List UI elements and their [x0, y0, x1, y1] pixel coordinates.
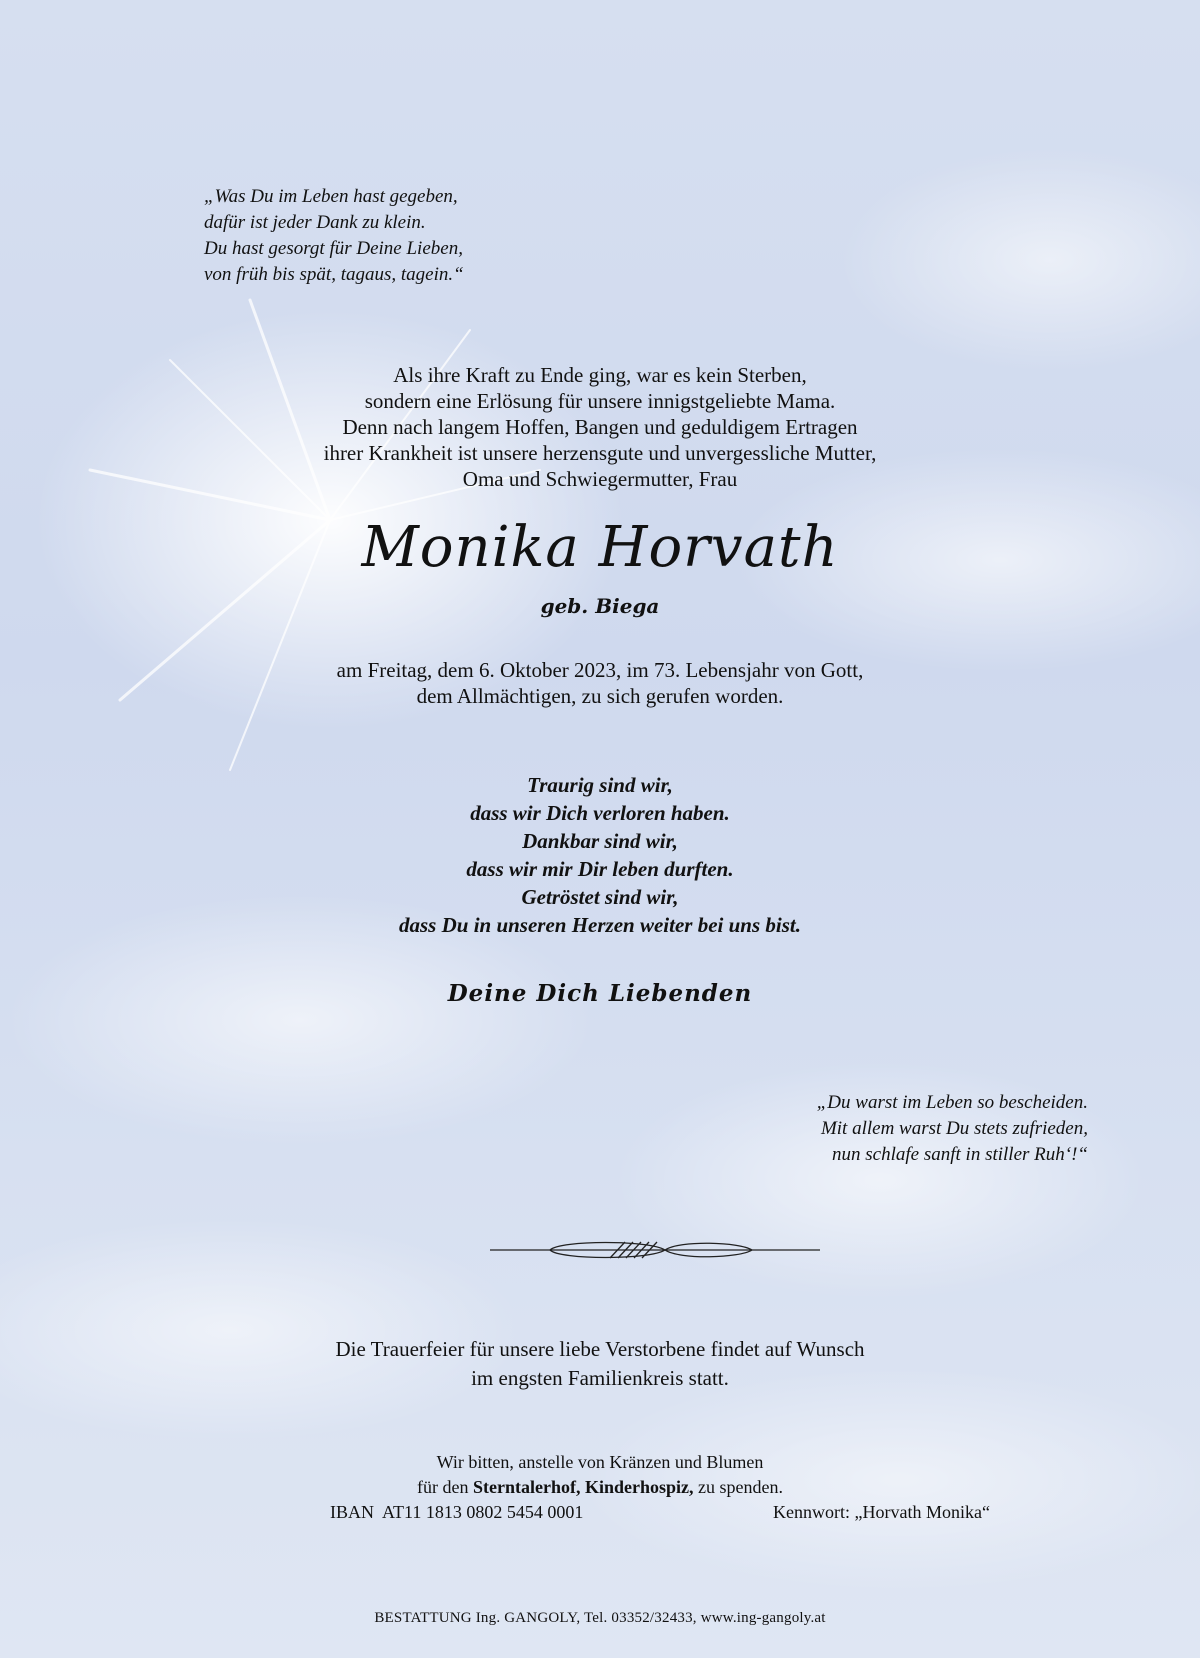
poem-line: dass wir Dich verloren haben. [470, 801, 730, 825]
closing-quote-line: „Du warst im Leben so bescheiden. [816, 1092, 1088, 1113]
bank-details [330, 1500, 990, 1525]
opening-quote-line: von früh bis spät, tagaus, tagein.“ [204, 264, 464, 285]
iban-text: IBAN AT11 1813 0802 5454 0001 [330, 1502, 584, 1522]
opening-quote-line: dafür ist jeder Dank zu klein. [204, 212, 426, 233]
memorial-poem [0, 771, 1200, 939]
poem-line: dass Du in unseren Herzen weiter bei uns bist. [399, 913, 801, 937]
poem-line: Traurig sind wir, [527, 773, 673, 797]
intro-line: Oma und Schwiegermutter, Frau [462, 467, 738, 491]
opening-quote-line: „Was Du im Leben hast gegeben, [204, 186, 458, 207]
flourish-divider-icon [490, 1236, 830, 1266]
closing-signature: Deine Dich Liebenden [447, 980, 753, 1007]
ceremony-line: im engsten Familienkreis statt. [471, 1366, 729, 1390]
deceased-name: Monika Horvath [361, 515, 839, 580]
donation-line-1: Wir bitten, anstelle von Kränzen und Blumen [436, 1452, 764, 1472]
poem-line: Getröstet sind wir, [521, 885, 679, 909]
intro-line: ihrer Krankheit ist unsere herzensgute und unvergessliche Mutter, [323, 441, 877, 465]
intro-line: Denn nach langem Hoffen, Bangen und geduldigem Ertragen [342, 415, 858, 439]
closing-quote-line: Mit allem warst Du stets zufrieden, [820, 1118, 1088, 1139]
poem-line: dass wir mir Dir leben durften. [466, 857, 734, 881]
donation-prefix: für den [417, 1477, 473, 1497]
poem-line: Dankbar sind wir, [522, 829, 678, 853]
death-notice [0, 657, 1200, 709]
intro-text [0, 362, 1200, 492]
funeral-home-footer: BESTATTUNG Ing. GANGOLY, Tel. 03352/32433, www.ing-gangoly.at [374, 1610, 826, 1626]
closing-quote-line: nun schlafe sanft in stiller Ruh‘!“ [832, 1144, 1088, 1165]
intro-line: Als ihre Kraft zu Ende ging, war es kein Sterben, [393, 363, 807, 387]
death-notice-line: dem Allmächtigen, zu sich gerufen worden. [416, 684, 784, 708]
keyword-text: Kennwort: „Horvath Monika“ [773, 1502, 990, 1522]
closing-quote [817, 1090, 1088, 1168]
ceremony-line: Die Trauerfeier für unsere liebe Verstorbene findet auf Wunsch [335, 1337, 865, 1361]
ceremony-notice [0, 1335, 1200, 1393]
donation-line-2 [0, 1475, 1200, 1500]
donation-recipient: Sterntalerhof, Kinderhospiz, [473, 1477, 694, 1497]
maiden-name: geb. Biega [540, 594, 660, 618]
donation-suffix: zu spenden. [693, 1477, 783, 1497]
opening-quote [204, 184, 464, 288]
intro-line: sondern eine Erlösung für unsere innigstgeliebte Mama. [364, 389, 836, 413]
opening-quote-line: Du hast gesorgt für Deine Lieben, [204, 238, 463, 259]
death-notice-line: am Freitag, dem 6. Oktober 2023, im 73. Lebensjahr von Gott, [336, 658, 864, 682]
donation-request [0, 1450, 1200, 1500]
